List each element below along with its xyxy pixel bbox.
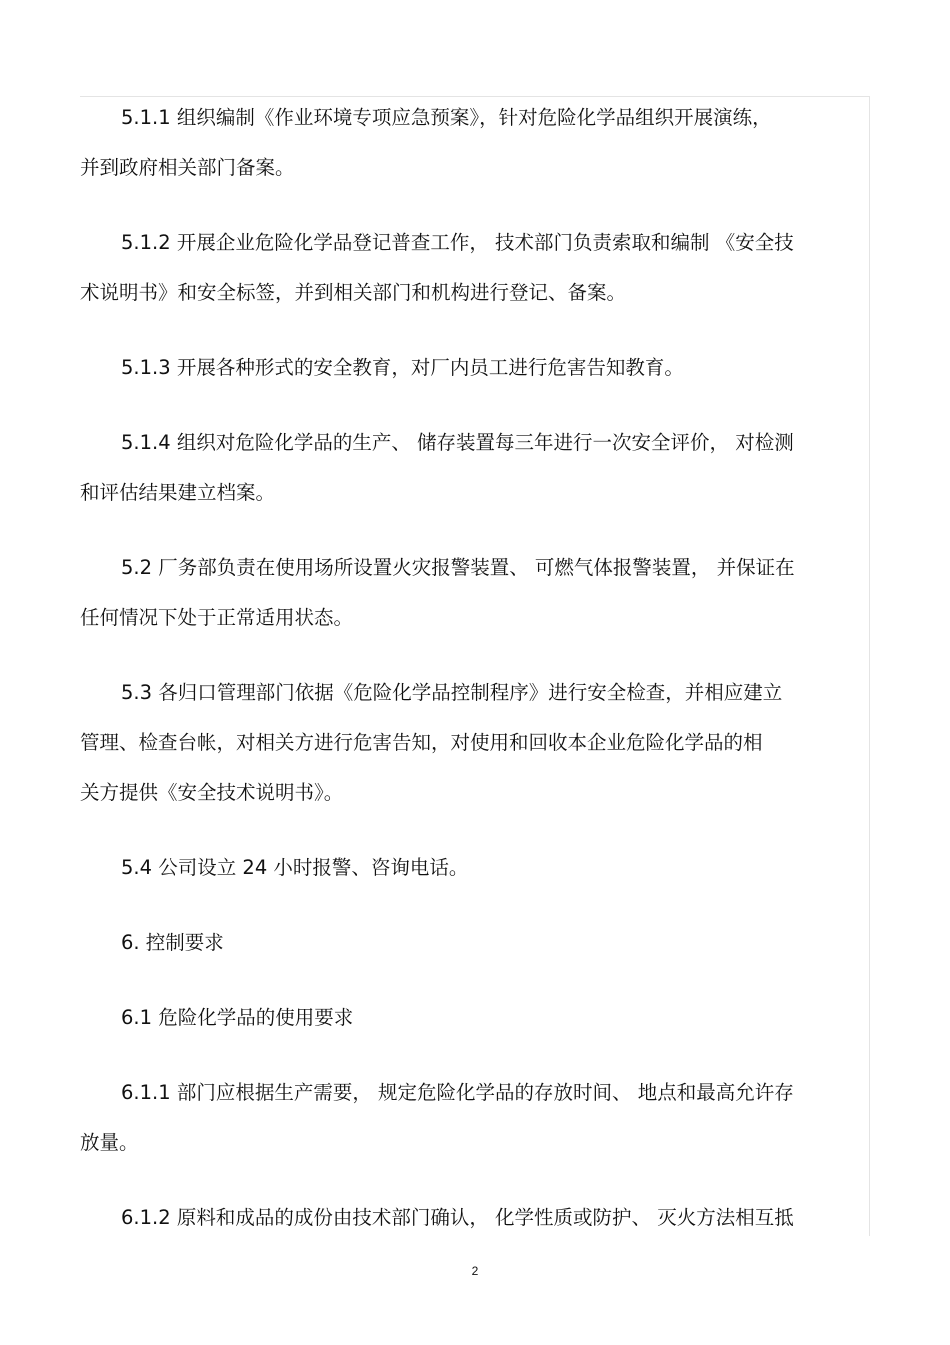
- text-line: 并到政府相关部门备案。: [80, 156, 295, 179]
- text-line: 和评估结果建立档案。: [80, 481, 276, 504]
- top-border-line: [80, 96, 870, 97]
- text-line: 5.3 各归口管理部门依据《危险化学品控制程序》进行安全检查，并相应建立: [121, 681, 783, 704]
- text-line: 关方提供《安全技术说明书》。: [80, 781, 344, 804]
- text-line: 5.1.2 开展企业危险化学品登记普查工作， 技术部门负责索取和编制 《安全技: [121, 231, 794, 254]
- text-line: 放量。: [80, 1131, 139, 1154]
- subsection-heading: 6.1 危险化学品的使用要求: [121, 1006, 354, 1029]
- text-line: 5.1.4 组织对危险化学品的生产、 储存装置每三年进行一次安全评价， 对检测: [121, 431, 794, 454]
- text-line: 6.1.2 原料和成品的成份由技术部门确认， 化学性质或防护、 灭火方法相互抵: [121, 1206, 794, 1229]
- text-line: 术说明书》和安全标签，并到相关部门和机构进行登记、备案。: [80, 281, 627, 304]
- right-border-line: [869, 96, 870, 1236]
- text-line: 5.2 厂务部负责在使用场所设置火灾报警装置、 可燃气体报警装置， 并保证在: [121, 556, 795, 579]
- text-line: 管理、检查台帐，对相关方进行危害告知，对使用和回收本企业危险化学品的相: [80, 731, 763, 754]
- text-line: 5.1.3 开展各种形式的安全教育，对厂内员工进行危害告知教育。: [121, 356, 684, 379]
- text-line: 5.4 公司设立 24 小时报警、咨询电话。: [121, 856, 469, 879]
- text-line: 5.1.1 组织编制《作业环境专项应急预案》，针对危险化学品组织开展演练，: [121, 106, 772, 129]
- page-number: 2: [471, 1264, 479, 1278]
- text-line: 任何情况下处于正常适用状态。: [80, 606, 354, 629]
- section-heading: 6. 控制要求: [121, 931, 224, 954]
- text-line: 6.1.1 部门应根据生产需要， 规定危险化学品的存放时间、 地点和最高允许存: [121, 1081, 794, 1104]
